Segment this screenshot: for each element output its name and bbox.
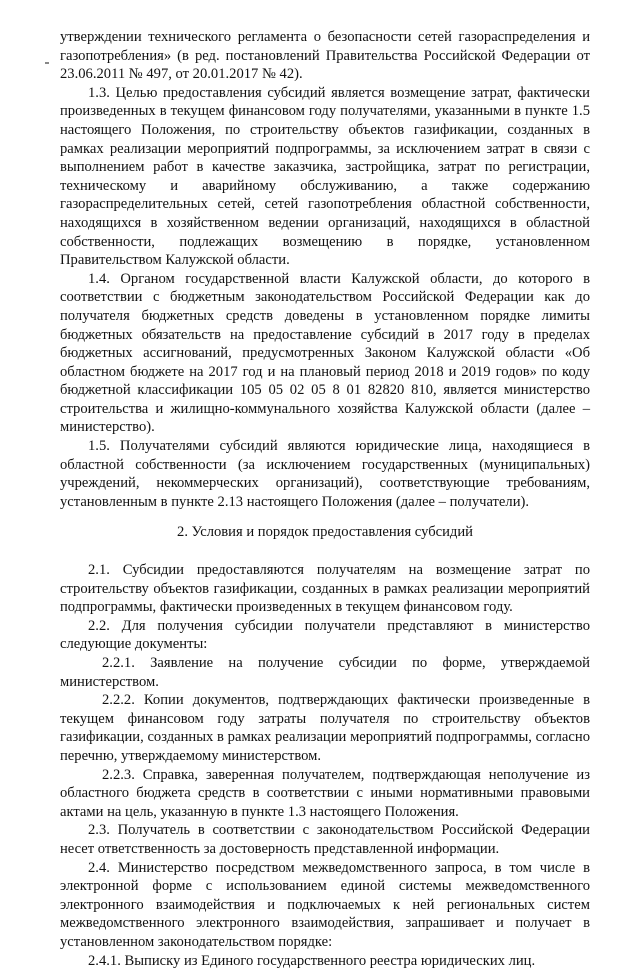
scan-mark — [45, 62, 49, 64]
document-body — [60, 28, 590, 970]
paragraph-continuation: утверждении технического регламента о безопасности сетей газораспределения и газопотребления» (в ред. постановлений Правительства Российской Федерации от 23.06.2011 № 497, от 20.01.2017 № 42). — [60, 28, 590, 84]
paragraph-2-4-1: 2.4.1. Выписку из Единого государственного реестра юридических лиц. — [60, 952, 590, 970]
paragraph-2-2-3: 2.2.3. Справка, заверенная получателем, подтверждающая неполучение из областного бюджета средств в соответствии с иными нормативными правовыми актами на цель, указанную в пункте 1.3 настоящего Положения. — [60, 766, 590, 822]
section-heading: 2. Условия и порядок предоставления субсидий — [60, 523, 590, 542]
paragraph-2-3: 2.3. Получатель в соответствии с законодательством Российской Федерации несет ответственность за достоверность представленной информации. — [60, 821, 590, 858]
paragraph-2-2-2: 2.2.2. Копии документов, подтверждающих фактически произведенные в текущем финансовом году затраты получателя по строительству объектов газификации, созданных в рамках реализации мероприятий подпрограммы, согласно перечню, утверждаемому министерством. — [60, 691, 590, 765]
paragraph-1-4: 1.4. Органом государственной власти Калужской области, до которого в соответствии с бюджетным законодательством Российской Федерации как до получателя бюджетных средств доведены в установленном порядке лимиты бюджетных обязательств на предоставление субсидий в 2017 году в пределах бюджетных ассигнований, предусмотренных Законом Калужской области «Об областном бюджете на 2017 год и на плановый период 2018 и 2019 годов» по коду бюджетной классификации 105 05 02 05 8 01 82820 810, является министерство строительства и жилищно-коммунального хозяйства Калужской области (далее – министерство). — [60, 270, 590, 437]
paragraph-2-2-1: 2.2.1. Заявление на получение субсидии по форме, утверждаемой министерством. — [60, 654, 590, 691]
paragraph-2-4: 2.4. Министерство посредством межведомственного запроса, в том числе в электронной форме с использованием единой системы межведомственного электронного взаимодействия и подключаемых к ней региональных систем межведомственного электронного взаимодействия, запрашивает и получает в установленном законодательством порядке: — [60, 859, 590, 952]
paragraph-2-1: 2.1. Субсидии предоставляются получателям на возмещение затрат по строительству объектов газификации, созданных в рамках реализации мероприятий подпрограммы, фактически произведенных в текущем финансовом году. — [60, 561, 590, 617]
paragraph-2-2: 2.2. Для получения субсидии получатели представляют в министерство следующие документы: — [60, 617, 590, 654]
paragraph-1-5: 1.5. Получателями субсидий являются юридические лица, находящиеся в областной собственности (за исключением государственных (муниципальных) учреждений, некоммерческих организаций), соответствующие требованиям, установленным в пункте 2.13 настоящего Положения (далее – получатели). — [60, 437, 590, 511]
paragraph-1-3: 1.3. Целью предоставления субсидий является возмещение затрат, фактически произведенных в текущем финансовом году получателями, указанными в пункте 1.5 настоящего Положения, по строительству объектов газификации, созданных в рамках реализации мероприятий подпрограммы, за исключением затрат в связи с выполнением работ в качестве заказчика, застройщика, затрат по регистрации, техническому и аварийному обслуживанию, а также содержанию газораспределительных сетей, сетей газопотребления областной собственности, находящихся в хозяйственном ведении организаций, находящихся в областной собственности, подлежащих возмещению в порядке, установленном Правительством Калужской области. — [60, 84, 590, 270]
